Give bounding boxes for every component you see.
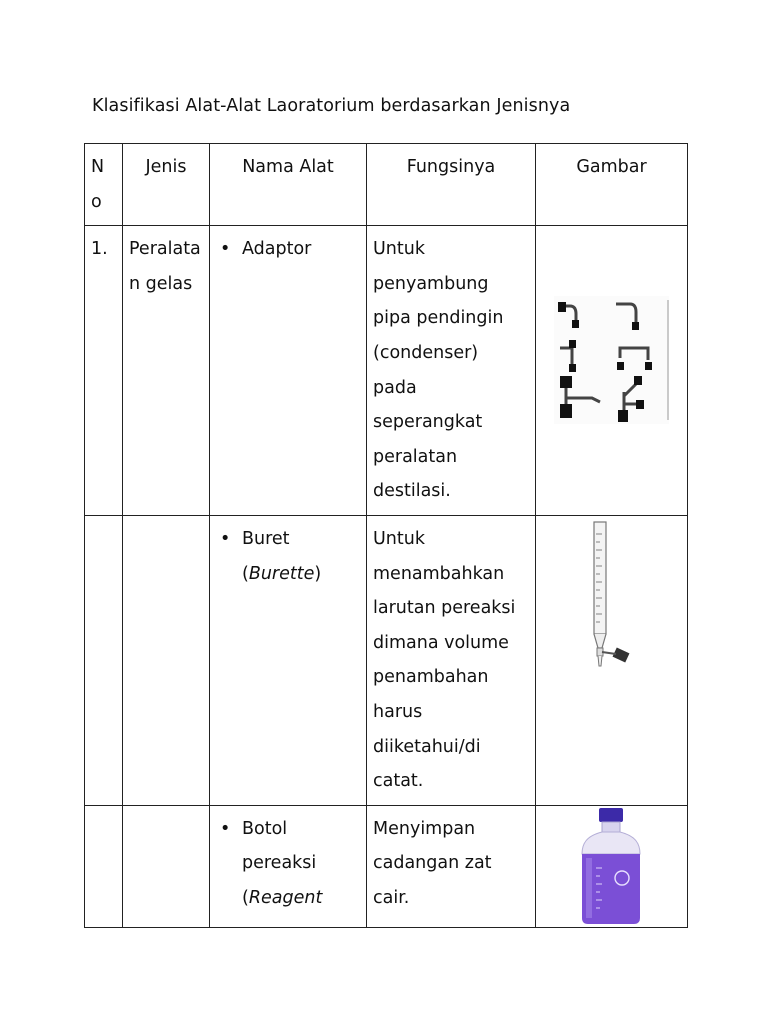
page-title: Klasifikasi Alat-Alat Laoratorium berdasarkan Jenisnya: [92, 96, 571, 116]
cell-fungsi: Menyimpan cadangan zat cair.: [367, 805, 536, 927]
cell-nama-alat: • Botol pereaksi (Reagent: [210, 805, 367, 927]
table-row: [85, 226, 688, 516]
bullet-icon: •: [220, 239, 231, 260]
cell-jenis: [123, 805, 210, 927]
cell-no: [85, 515, 123, 805]
table-row: [85, 515, 688, 805]
adaptor-image: [536, 226, 687, 504]
cell-gambar: [536, 226, 688, 516]
cell-gambar: [536, 805, 688, 927]
table-header-row: [85, 144, 688, 226]
table-row: [85, 805, 688, 927]
reagent-bottle-image: [536, 806, 687, 927]
header-jenis: Jenis: [123, 144, 210, 226]
header-gambar: Gambar: [536, 144, 688, 226]
cell-no: [85, 805, 123, 927]
burette-image: [536, 516, 687, 794]
header-no: N o: [85, 144, 123, 226]
bullet-icon: •: [220, 818, 231, 839]
cell-jenis: [123, 515, 210, 805]
header-fungsinya: Fungsinya: [367, 144, 536, 226]
cell-gambar: [536, 515, 688, 805]
cell-fungsi: Untuk menambahkan larutan pereaksi dimana volume penambahan harus diiketahui/di catat.: [367, 515, 536, 805]
bullet-icon: •: [220, 528, 231, 549]
header-nama-alat: Nama Alat: [210, 144, 367, 226]
lab-equipment-table: [84, 143, 688, 928]
cell-jenis: Peralata n gelas: [123, 226, 210, 516]
cell-nama-alat: • Buret (Burette): [210, 515, 367, 805]
cell-no: 1.: [85, 226, 123, 516]
cell-nama-alat: • Adaptor: [210, 226, 367, 516]
cell-fungsi: Untuk penyambung pipa pendingin (condenser) pada seperangkat peralatan destilasi.: [367, 226, 536, 516]
